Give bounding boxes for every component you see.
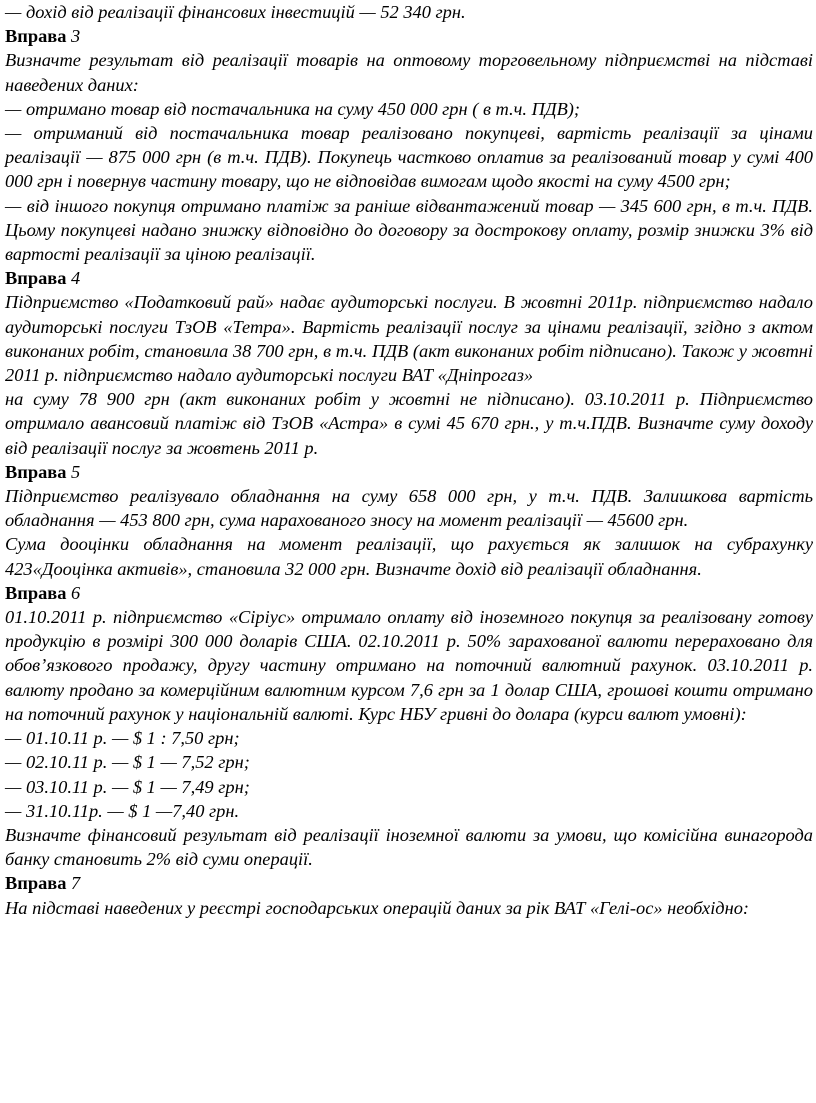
exercise-3-text-2: — отримано товар від постачальника на суму 450 000 грн ( в т.ч. ПДВ);: [5, 98, 581, 119]
exchange-rate-line: — 02.10.11 р. — $ 1 — 7,52 грн;: [5, 752, 250, 773]
exchange-rate-line: — 31.10.11р. — $ 1 —7,40 грн.: [5, 800, 240, 821]
exchange-rate-line: — 03.10.11 р. — $ 1 — 7,49 грн;: [5, 776, 250, 797]
exercise-6-text-1: 01.10.2011 р. підприємство «Сіріус» отримало оплату від іноземного покупця за реалізовану готову продукцію в розмірі 300 000 доларів США. 02.10.2011 р. 50% зарахованої валюти перераховано для обов’язкового продажу, другу частину отримано на поточний валютний рахунок. 03.10.2011 р. валюту продано за комерційним валютним курсом 7,6 грн за 1 долар США, грошові кошти отримано на поточний рахунок у національній валюті. Курс НБУ гривні до долара (курси валют умовні):: [5, 607, 813, 724]
exercise-3-text-3: — отриманий від постачальника товар реалізовано покупцеві, вартість реалізації за цінами реалізації — 875 000 грн (в т.ч. ПДВ). Покупець частково оплатив за реалізований товар у сумі 400 000 грн і повернув частину товару, що не відповідав вимогам щодо якості на суму 4500 грн;: [5, 123, 813, 192]
exercise-3-text-1: Визначте результат від реалізації товарів на оптовому торговельному підприємстві на підставі наведених даних:: [5, 50, 813, 95]
exercise-4-text-1: Підприємство «Податковий рай» надає аудиторські послуги. В жовтні 2011р. підприємство надало аудиторські послуги ТзОВ «Тетра». Вартість реалізації послуг за цінами реалізації, згідно з актом виконаних робіт, становила 38 700 грн, в т.ч. ПДВ (акт виконаних робіт підписано). Також у жовтні 2011 р. підприємство надало аудиторські послуги ВАТ «Дніпрогаз»: [5, 292, 813, 386]
exercise-word: Вправа: [5, 582, 67, 603]
exchange-rate-line: — 01.10.11 р. — $ 1 : 7,50 грн;: [5, 728, 240, 749]
exercise-6-heading: [5, 581, 813, 605]
exercise-word: Вправа: [5, 268, 67, 289]
exercise-7: [5, 871, 813, 919]
exercise-number: 5: [71, 461, 81, 482]
exercise-4-text-2: на суму 78 900 грн (акт виконаних робіт у жовтні не підписано). 03.10.2011 р. Підприємство отримало авансовий платіж від ТзОВ «Астра» в сумі 45 670 грн., у т.ч.ПДВ. Визначте суму доходу від реалізації послуг за жовтень 2011 р.: [5, 389, 813, 458]
exercise-7-text-1: На підставі наведених у реєстрі господарських операцій даних за рік ВАТ «Гелі-ос» необхідно:: [5, 897, 750, 918]
exercise-number: 7: [71, 873, 81, 894]
exercise-5: [5, 460, 813, 581]
exercise-6-text-2: Визначте фінансовий результат від реалізації іноземної валюти за умови, що комісійна винагорода банку становить 2% від суми операції.: [5, 824, 813, 870]
exercise-number: 6: [71, 582, 81, 603]
exercise-word: Вправа: [5, 461, 67, 482]
exercise-4: [5, 266, 813, 460]
exercise-3-heading: [5, 24, 813, 48]
exercise-4-heading: [5, 266, 813, 290]
exercise-5-text-2: Сума дооцінки обладнання на момент реалізації, що рахується як залишок на субрахунку 423«Дооцінка активів», становила 32 000 грн. Визначте дохід від реалізації обладнання.: [5, 534, 813, 579]
exercise-number: 4: [71, 268, 81, 289]
exercise-word: Вправа: [5, 26, 67, 47]
exercise-number: 3: [71, 26, 81, 47]
exercise-5-text-1: Підприємство реалізувало обладнання на суму 658 000 грн, у т.ч. ПДВ. Залишкова вартість обладнання — 453 800 грн, сума нарахованого зносу на момент реалізації — 45600 грн.: [5, 486, 813, 531]
exercise-3: [5, 24, 813, 266]
exercise-7-heading: [5, 871, 813, 895]
exercise-6: [5, 581, 813, 871]
exercise-5-heading: [5, 460, 813, 484]
exercise-word: Вправа: [5, 873, 67, 894]
exercise-3-text-4: — від іншого покупця отримано платіж за раніше відвантажений товар — 345 600 грн, в т.ч. ПДВ. Цьому покупцеві надано знижку відповідно до договору за дострокову оплату, розмір знижки 3% від вартості реалізації за ціною реалізації.: [5, 195, 813, 265]
top-line: — дохід від реалізації фінансових інвестицій — 52 340 грн.: [5, 2, 466, 22]
